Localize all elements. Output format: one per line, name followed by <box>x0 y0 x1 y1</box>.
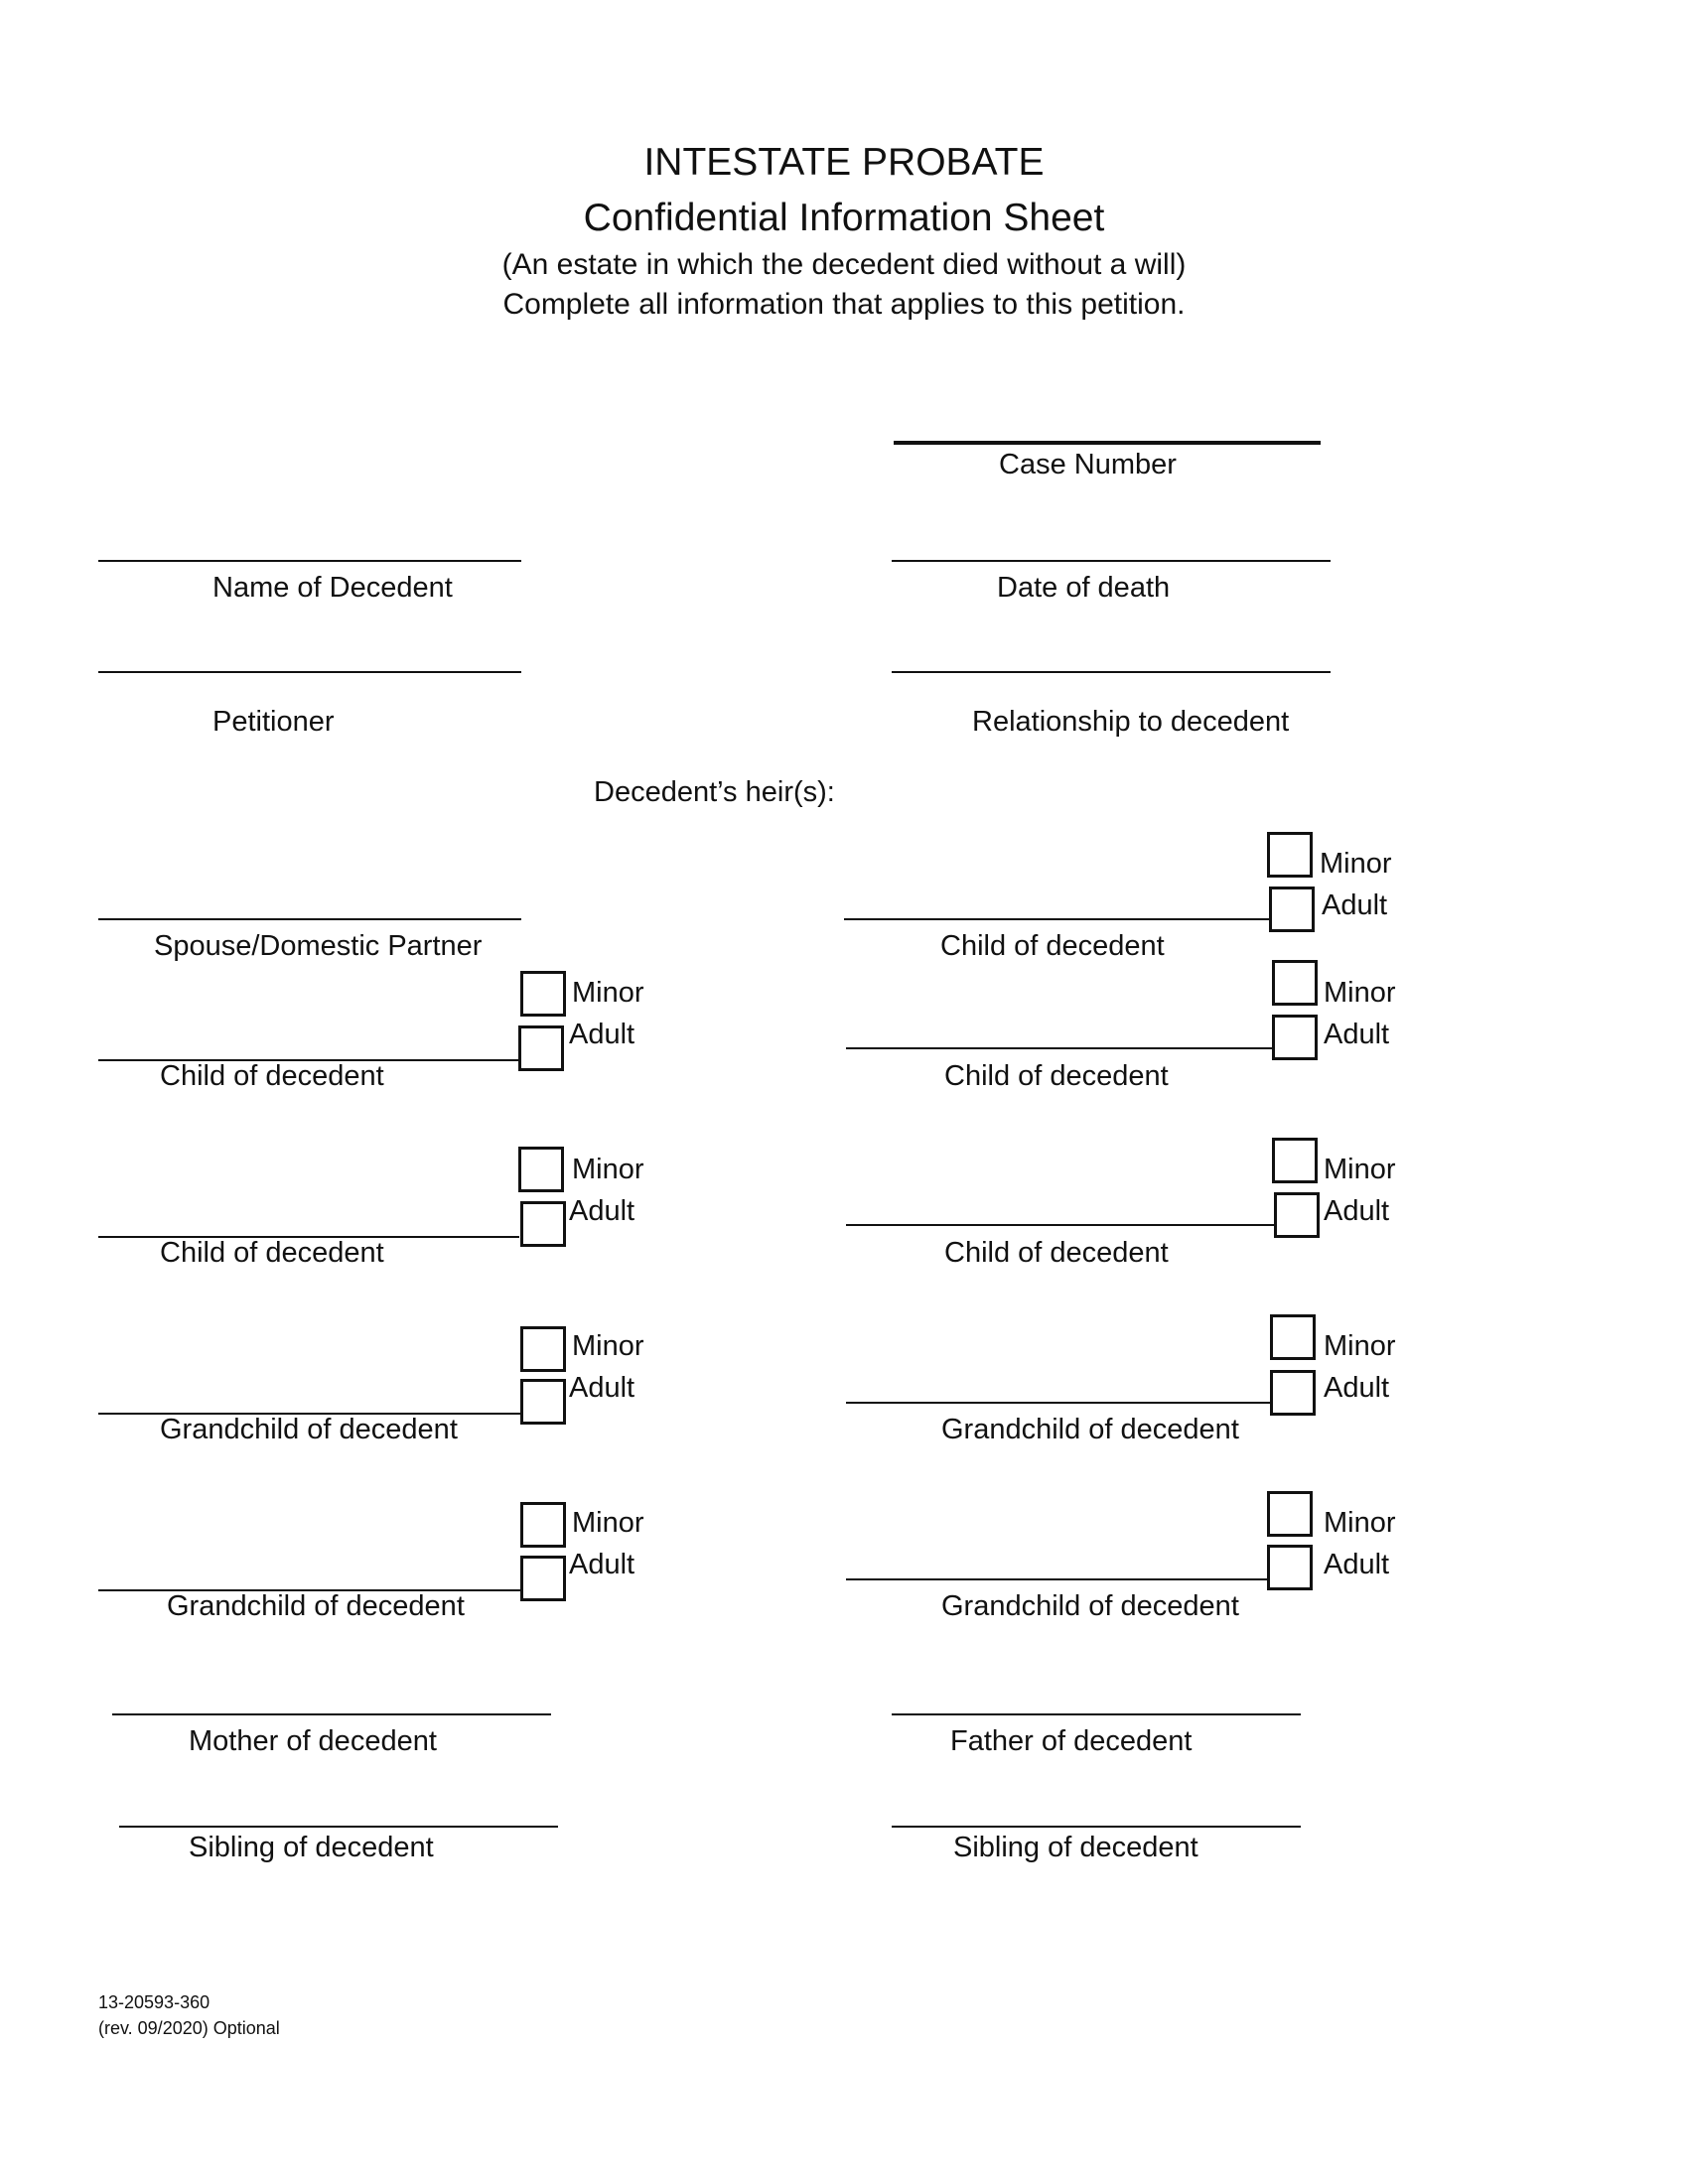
grandchild-2-adult-checkbox[interactable] <box>1270 1370 1316 1416</box>
grandchild-2-minor-checkbox[interactable] <box>1270 1314 1316 1360</box>
date-of-death-line[interactable] <box>892 560 1331 562</box>
sibling-2-line[interactable] <box>892 1826 1301 1828</box>
child-2-adult-checkbox[interactable] <box>518 1025 564 1071</box>
child-5-adult-checkbox[interactable] <box>1274 1192 1320 1238</box>
child-4-minor-checkbox[interactable] <box>518 1147 564 1192</box>
grandchild-4-adult-label: Adult <box>1324 1549 1390 1580</box>
child-5-minor-checkbox[interactable] <box>1272 1138 1318 1183</box>
child-3-line[interactable] <box>846 1047 1275 1049</box>
mother-label: Mother of decedent <box>189 1725 437 1757</box>
form-instruction: Complete all information that applies to this petition. <box>502 288 1186 321</box>
sibling-1-label: Sibling of decedent <box>189 1832 434 1863</box>
child-1-adult-label: Adult <box>1322 889 1388 921</box>
child-3-adult-label: Adult <box>1324 1019 1390 1050</box>
child-1-adult-checkbox[interactable] <box>1269 887 1315 932</box>
child-5-label: Child of decedent <box>944 1237 1169 1269</box>
child-4-label: Child of decedent <box>160 1237 384 1269</box>
child-5-minor-label: Minor <box>1324 1154 1396 1185</box>
child-2-adult-label: Adult <box>569 1019 635 1050</box>
form-subtitle: Confidential Information Sheet <box>583 197 1105 239</box>
form-note: (An estate in which the decedent died without a will) <box>501 248 1187 281</box>
form-revision: (rev. 09/2020) Optional <box>98 2018 280 2038</box>
grandchild-2-line[interactable] <box>846 1402 1271 1404</box>
grandchild-4-minor-checkbox[interactable] <box>1267 1491 1313 1537</box>
grandchild-4-minor-label: Minor <box>1324 1507 1396 1539</box>
child-1-label: Child of decedent <box>940 930 1165 962</box>
grandchild-2-label: Grandchild of decedent <box>941 1414 1239 1445</box>
grandchild-2-adult-label: Adult <box>1324 1372 1390 1404</box>
child-4-adult-label: Adult <box>569 1195 635 1227</box>
grandchild-4-adult-checkbox[interactable] <box>1267 1545 1313 1590</box>
relationship-line[interactable] <box>892 671 1331 673</box>
grandchild-3-label: Grandchild of decedent <box>167 1590 465 1622</box>
sibling-1-line[interactable] <box>119 1826 558 1828</box>
child-3-adult-checkbox[interactable] <box>1272 1015 1318 1060</box>
child-2-minor-checkbox[interactable] <box>520 971 566 1017</box>
petitioner-line[interactable] <box>98 671 521 673</box>
child-1-minor-label: Minor <box>1320 848 1392 880</box>
relationship-label: Relationship to decedent <box>972 706 1290 738</box>
grandchild-1-minor-checkbox[interactable] <box>520 1326 566 1372</box>
date-of-death-label: Date of death <box>997 572 1171 604</box>
sibling-2-label: Sibling of decedent <box>953 1832 1198 1863</box>
child-4-adult-checkbox[interactable] <box>520 1201 566 1247</box>
grandchild-3-adult-label: Adult <box>569 1549 635 1580</box>
grandchild-1-minor-label: Minor <box>572 1330 644 1362</box>
spouse-label: Spouse/Domestic Partner <box>154 930 483 962</box>
grandchild-1-adult-checkbox[interactable] <box>520 1379 566 1425</box>
grandchild-1-adult-label: Adult <box>569 1372 635 1404</box>
child-1-minor-checkbox[interactable] <box>1267 832 1313 878</box>
child-3-minor-label: Minor <box>1324 977 1396 1009</box>
name-of-decedent-line[interactable] <box>98 560 521 562</box>
grandchild-4-line[interactable] <box>846 1578 1269 1580</box>
child-2-minor-label: Minor <box>572 977 644 1009</box>
child-4-minor-label: Minor <box>572 1154 644 1185</box>
grandchild-3-minor-label: Minor <box>572 1507 644 1539</box>
grandchild-4-label: Grandchild of decedent <box>941 1590 1239 1622</box>
child-1-line[interactable] <box>844 918 1269 920</box>
form-number: 13-20593-360 <box>98 1992 211 2012</box>
name-of-decedent-label: Name of Decedent <box>212 572 453 604</box>
child-5-adult-label: Adult <box>1324 1195 1390 1227</box>
child-5-line[interactable] <box>846 1224 1275 1226</box>
child-3-label: Child of decedent <box>944 1060 1169 1092</box>
grandchild-3-minor-checkbox[interactable] <box>520 1502 566 1548</box>
petitioner-label: Petitioner <box>212 706 335 738</box>
grandchild-3-adult-checkbox[interactable] <box>520 1556 566 1601</box>
mother-line[interactable] <box>112 1713 551 1715</box>
child-3-minor-checkbox[interactable] <box>1272 960 1318 1006</box>
spouse-line[interactable] <box>98 918 521 920</box>
case-number-line[interactable] <box>894 441 1321 445</box>
form-title: INTESTATE PROBATE <box>643 141 1045 184</box>
father-line[interactable] <box>892 1713 1301 1715</box>
grandchild-1-label: Grandchild of decedent <box>160 1414 458 1445</box>
child-2-label: Child of decedent <box>160 1060 384 1092</box>
case-number-label: Case Number <box>999 449 1177 480</box>
grandchild-2-minor-label: Minor <box>1324 1330 1396 1362</box>
father-label: Father of decedent <box>950 1725 1193 1757</box>
heirs-heading: Decedent’s heir(s): <box>594 776 835 808</box>
